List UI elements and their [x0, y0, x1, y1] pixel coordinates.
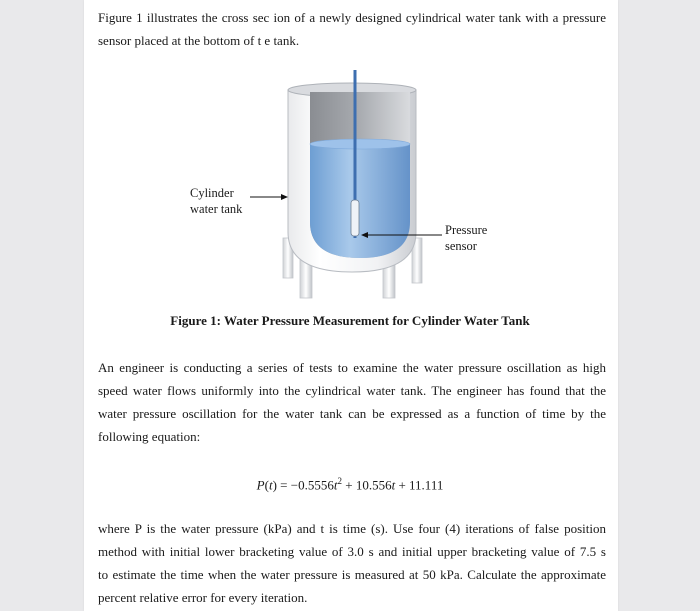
figure-caption: Figure 1: Water Pressure Measurement for Cylinder Water Tank — [170, 313, 530, 328]
cylinder-water-tank-label — [190, 185, 242, 217]
cylinder-pointer-arrowhead — [281, 194, 288, 200]
eq-coef-a: −0.5556 — [290, 477, 334, 493]
intro-line-2: sensor placed at the bottom of t e tank. — [98, 33, 300, 48]
eq-coef-c: 11.111 — [409, 477, 444, 493]
problem-paragraph — [98, 356, 606, 448]
pressure-sensor-label — [445, 222, 487, 254]
cylinder-label-line-2: water tank — [190, 202, 243, 216]
tank-water — [310, 144, 410, 258]
pressure-equation: $P(t) = -0.5556t^2 + 10.556t + 11.111$ — [256, 476, 444, 493]
instructions-line-4: percent relative error for every iteration. — [98, 590, 308, 605]
problem-line-1: An engineer is conducting a series of tests to examine the water pressure oscillation as high — [98, 360, 606, 375]
intro-paragraph — [98, 6, 606, 52]
instructions-line-1: where P is the water pressure (kPa) and t is time (s). Use four (4) iterations of false position — [98, 521, 606, 536]
pressure-sensor-probe — [351, 200, 359, 236]
water-surface — [310, 139, 410, 149]
sensor-label-line-2: sensor — [445, 239, 477, 253]
sensor-label-line-1: Pressure — [445, 223, 488, 237]
problem-line-3: water pressure oscillation for the water tank can be expressed as a function of time by the — [98, 406, 606, 421]
eq-fn: P — [256, 477, 265, 493]
problem-line-4: following equation: — [98, 429, 201, 444]
cylinder-label-line-1: Cylinder — [190, 186, 234, 200]
eq-var: t — [268, 477, 273, 493]
problem-line-2: speed water flows uniformly into the cylindrical water tank. The engineer has found that the — [98, 383, 606, 398]
instructions-line-2: method with initial lower bracketing value of 3.0 s and initial upper bracketing value of 7.5 s — [98, 544, 606, 559]
eq-coef-b: 10.556 — [355, 477, 392, 493]
instructions-line-3: to estimate the time when the water pressure is measured at 50 kPa. Calculate the approximate — [98, 567, 606, 582]
intro-line-1: Figure 1 illustrates the cross sec ion of a newly designed cylindrical water tank with a pressure — [98, 10, 606, 25]
instructions-paragraph — [98, 517, 606, 609]
